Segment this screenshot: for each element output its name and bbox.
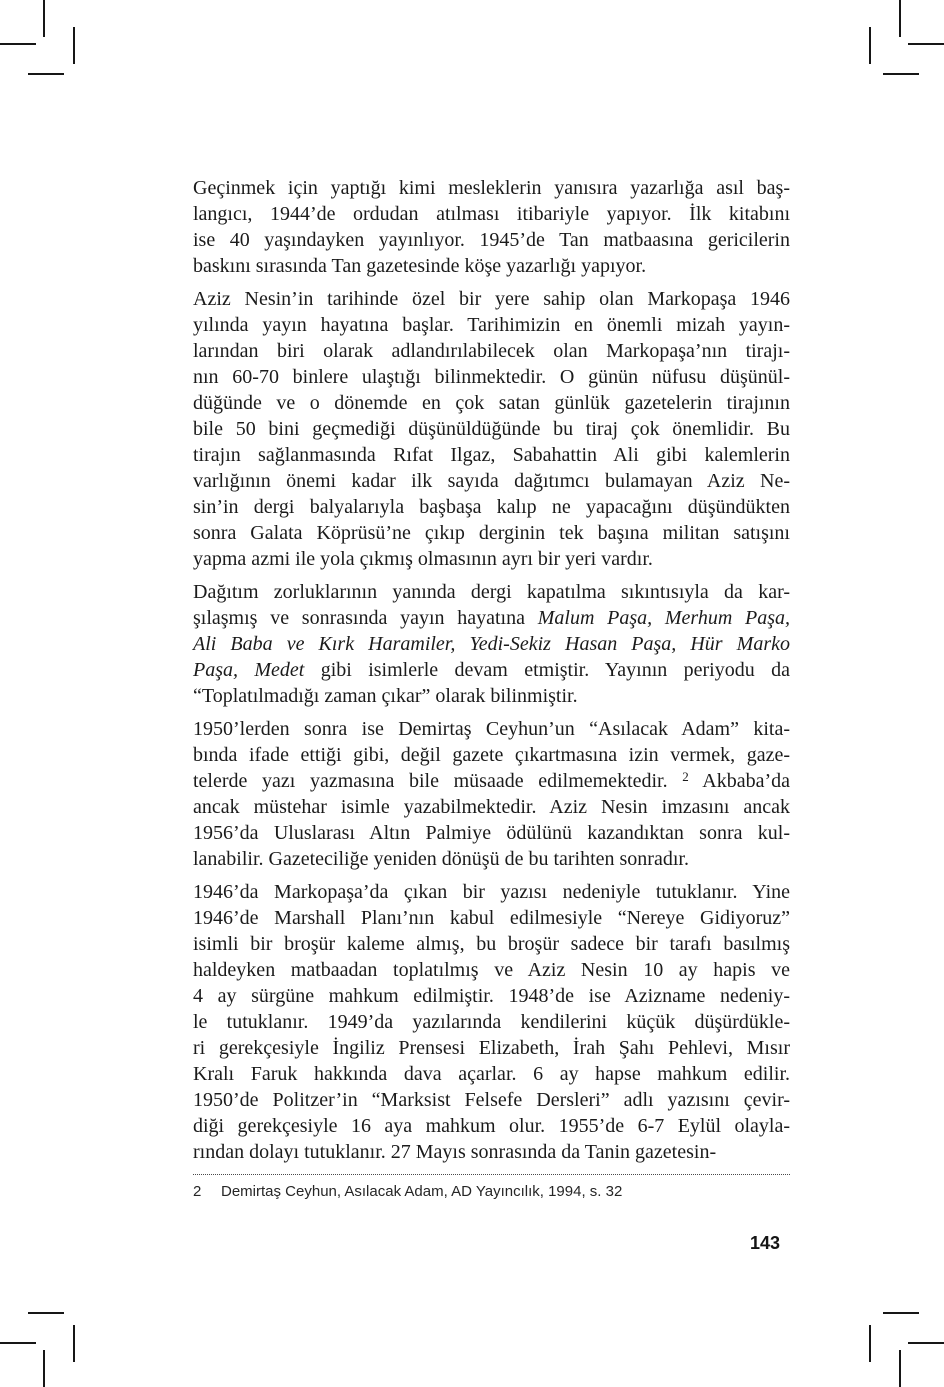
crop-mark-top-right-horizontal-inner bbox=[883, 73, 919, 75]
crop-mark-bottom-right-horizontal-outer bbox=[908, 1342, 944, 1344]
text-run: sin’in dergi balyalarıyla başbaşa kalıp ne yapacağını düşündükten bbox=[193, 496, 790, 518]
text-run: bile 50 bini geçmediği düşünüldüğünde bu tiraj çok önemlidir. Bu bbox=[193, 418, 790, 440]
text-run: Aziz Nesin’in tarihinde özel bir yere sahip olan Markopaşa 1946 bbox=[193, 288, 790, 310]
text-run: tirajın sağlanmasında Rıfat Ilgaz, Sabahattin Ali gibi kalemlerin bbox=[193, 444, 790, 466]
text-line bbox=[193, 520, 790, 546]
text-run: haldeyken matbaadan toplatılmış ve Aziz Nesin 10 ay hapis ve bbox=[193, 959, 790, 981]
crop-mark-top-right-vertical-inner bbox=[869, 27, 871, 64]
text-line bbox=[193, 364, 790, 390]
text-run: 1950’lerden sonra ise Demirtaş Ceyhun’un “Asılacak Adam” kita- bbox=[193, 718, 790, 740]
italic-title-run: Malum Paşa, Merhum Paşa, bbox=[537, 607, 791, 629]
crop-mark-bottom-left-horizontal-outer bbox=[0, 1342, 36, 1344]
paragraph bbox=[193, 579, 790, 709]
text-run: ancak müstehar isimle yazabilmektedir. Aziz Nesin imzasını ancak bbox=[193, 796, 790, 818]
text-run: langıcı, 1944’de ordudan atılması itibariyle yapıyor. İlk kitabını bbox=[193, 203, 790, 225]
text-run: 1946’da Markopaşa’da çıkan bir yazısı nedeniyle tutuklanır. Yine bbox=[193, 881, 790, 903]
text-line bbox=[193, 579, 790, 605]
footnote-marker: 2 bbox=[193, 1183, 202, 1200]
text-line bbox=[193, 1035, 790, 1061]
text-line bbox=[193, 768, 790, 794]
text-line bbox=[193, 390, 790, 416]
text-line bbox=[193, 227, 790, 253]
italic-title-run: Paşa, Medet bbox=[193, 659, 305, 681]
text-line bbox=[193, 312, 790, 338]
text-line bbox=[193, 1009, 790, 1035]
text-line bbox=[193, 631, 790, 657]
text-line bbox=[193, 879, 790, 905]
text-run: yılında yayın hayatına başlar. Tarihimizin en önemli mizah yayın- bbox=[193, 314, 790, 336]
crop-mark-bottom-left-horizontal-inner bbox=[28, 1312, 64, 1314]
text-run: “Toplatılmadığı zaman çıkar” olarak bilinmiştir. bbox=[193, 685, 578, 707]
text-run: düğünde ve o dönemde en çok satan günlük gazetelerin tirajının bbox=[193, 392, 790, 414]
text-run: Geçinmek için yaptığı kimi mesleklerin yanısıra yazarlığa asıl baş- bbox=[193, 177, 790, 199]
text-run: şılaşmış ve sonrasında yayın hayatına bbox=[193, 607, 538, 629]
text-run: bında ifade ettiği gibi, değil gazete çıkartmasına izin vermek, gaze- bbox=[193, 744, 790, 766]
text-line bbox=[193, 1139, 790, 1165]
crop-mark-bottom-right-vertical-outer bbox=[899, 1350, 901, 1387]
text-line bbox=[193, 175, 790, 201]
crop-mark-bottom-left-vertical-inner bbox=[73, 1325, 75, 1362]
crop-mark-top-left-vertical-outer bbox=[43, 0, 45, 37]
footnote-text: Demirtaş Ceyhun, Asılacak Adam, AD Yayıncılık, 1994, s. 32 bbox=[221, 1183, 623, 1200]
text-run: ise 40 yaşındayken yayınlıyor. 1945’de Tan matbaasına gericilerin bbox=[193, 229, 790, 251]
paragraph bbox=[193, 879, 790, 1165]
text-run: 4 ay sürgüne mahkum edilmiştir. 1948’de ise Azizname nedeniy- bbox=[193, 985, 790, 1007]
paragraph bbox=[193, 175, 790, 279]
text-line bbox=[193, 794, 790, 820]
text-line bbox=[193, 820, 790, 846]
text-run: gibi isimlerle devam etmiştir. Yayının periyodu da bbox=[304, 659, 790, 681]
page-number: 143 bbox=[749, 1233, 780, 1253]
text-line bbox=[193, 657, 790, 683]
text-line bbox=[193, 201, 790, 227]
crop-mark-top-left-vertical-inner bbox=[73, 27, 75, 64]
text-run: varlığının önemi kadar ilk sayıda dağıtımcı bulamayan Aziz Ne- bbox=[193, 470, 790, 492]
footnote bbox=[193, 1174, 790, 1201]
text-run: ri gerekçesiyle İngiliz Prensesi Elizabeth, İrah Şahı Pehlevi, Mısır bbox=[193, 1037, 790, 1059]
text-line bbox=[193, 546, 790, 572]
paragraph bbox=[193, 716, 790, 872]
text-line bbox=[193, 846, 790, 872]
italic-title-run: Ali Baba ve Kırk Haramiler, Yedi-Sekiz Hasan Paşa, Hür Marko bbox=[193, 633, 790, 655]
text-run: 1946’de Marshall Planı’nın kabul edilmesiyle “Nereye Gidiyoruz” bbox=[193, 907, 790, 929]
crop-mark-top-left-horizontal-outer bbox=[0, 43, 36, 45]
text-run: rından dolayı tutuklanır. 27 Mayıs sonrasında da Tanin gazetesin- bbox=[193, 1141, 717, 1163]
text-line bbox=[193, 416, 790, 442]
crop-mark-top-left-horizontal-inner bbox=[28, 73, 64, 75]
text-line bbox=[193, 338, 790, 364]
text-line bbox=[193, 253, 790, 279]
text-line bbox=[193, 605, 790, 631]
text-run: Kralı Faruk hakkında dava açarlar. 6 ay hapse mahkum edilir. bbox=[193, 1063, 790, 1085]
text-line bbox=[193, 683, 790, 709]
text-run: 1950’de Politzer’in “Marksist Felsefe Dersleri” adlı yazısını çevir- bbox=[193, 1089, 790, 1111]
text-run: baskını sırasında Tan gazetesinde köşe yazarlığı yapıyor. bbox=[193, 255, 647, 277]
text-line bbox=[193, 983, 790, 1009]
paragraph bbox=[193, 286, 790, 572]
text-line bbox=[193, 957, 790, 983]
text-run: yapma azmi ile yola çıkmış olmasının ayrı bir yeri vardır. bbox=[193, 548, 653, 570]
text-run: sonra Galata Köprüsü’ne çıkıp derginin tek başına militan satışını bbox=[193, 522, 790, 544]
text-line bbox=[193, 742, 790, 768]
text-run: larından biri olarak adlandırılabilecek olan Markopaşa’nın tirajı- bbox=[193, 340, 790, 362]
text-run: isimli bir broşür kaleme almış, bu broşür sadece bir tarafı basılmış bbox=[193, 933, 790, 955]
text-line bbox=[193, 442, 790, 468]
text-line bbox=[193, 286, 790, 312]
text-run: diği gerekçesiyle 16 aya mahkum olur. 1955’de 6-7 Eylül olayla- bbox=[193, 1115, 790, 1137]
crop-mark-bottom-left-vertical-outer bbox=[43, 1350, 45, 1387]
text-run: telerde yazı yazmasına bile müsaade edilmemektedir. bbox=[193, 770, 683, 792]
text-line bbox=[193, 1087, 790, 1113]
body-text bbox=[193, 175, 790, 1172]
text-run: le tutuklanır. 1949’da yazılarında kendilerini küçük düşürdükle- bbox=[193, 1011, 790, 1033]
text-line bbox=[193, 931, 790, 957]
footnote-reference: 2 bbox=[682, 769, 689, 784]
text-line bbox=[193, 1061, 790, 1087]
text-run: Dağıtım zorluklarının yanında dergi kapatılma sıkıntısıyla da kar- bbox=[193, 581, 790, 603]
text-line bbox=[193, 494, 790, 520]
crop-mark-bottom-right-vertical-inner bbox=[869, 1325, 871, 1362]
crop-mark-top-right-vertical-outer bbox=[899, 0, 901, 37]
text-line bbox=[193, 716, 790, 742]
text-run: nın 60-70 binlere ulaştığı bilinmektedir. O günün nüfusu düşünül- bbox=[193, 366, 790, 388]
text-run: 1956’da Uluslarası Altın Palmiye ödülünü kazandıktan sonra kul- bbox=[193, 822, 790, 844]
text-line bbox=[193, 905, 790, 931]
crop-mark-top-right-horizontal-outer bbox=[908, 43, 944, 45]
text-run: lanabilir. Gazeteciliğe yeniden dönüşü de bu tarihten sonradır. bbox=[193, 848, 689, 870]
text-line bbox=[193, 1113, 790, 1139]
text-run: Akbaba’da bbox=[688, 770, 790, 792]
text-line bbox=[193, 468, 790, 494]
crop-mark-bottom-right-horizontal-inner bbox=[883, 1312, 919, 1314]
